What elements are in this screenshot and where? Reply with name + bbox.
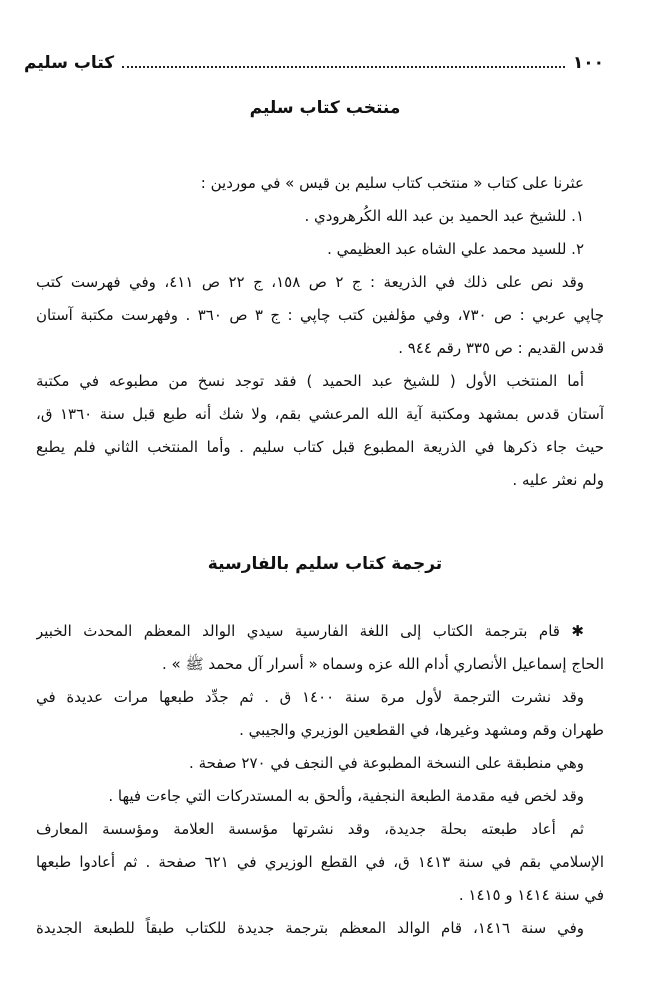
page-number: ١٠٠ xyxy=(572,53,604,73)
running-title: كتاب سليم xyxy=(24,53,115,73)
running-header xyxy=(24,52,604,74)
paragraph-line: في سنة ١٤١٤ و ١٤١٥ . xyxy=(458,886,604,904)
paragraph-line: عثرنا على كتاب « منتخب كتاب سليم بن قيس » في موردين : xyxy=(200,174,584,192)
list-item-first-source: ١. للشيخ عبد الحميد بن عبد الله الكُرهرودي . xyxy=(304,207,584,225)
paragraph-line: ✱ قام بترجمة الكتاب إلى اللغة الفارسية سيدي الوالد المعظم المحدث الخبير xyxy=(36,622,584,640)
paragraph-line: أما المنتخب الأول ( للشيخ عبد الحميد ) فقد توجد نسخ من مطبوعه في مكتبة xyxy=(36,372,584,390)
paragraph-line: ولم نعثر عليه . xyxy=(512,471,604,489)
paragraph-line: حيث جاء ذكرها في الذريعة المطبوع قبل كتاب سليم . وأما المنتخب الثاني فلم يطبع xyxy=(36,438,604,456)
header-leader-dots xyxy=(122,66,565,68)
paragraph-line: قدس القديم : ص ٣٣٥ رقم ٩٤٤ . xyxy=(398,339,604,357)
paragraph-line: الإسلامي بقم في سنة ١٤١٣ ق، في القطع الوزيري في ٦٢١ صفحة . ثم أعادوا طبعها xyxy=(36,853,604,871)
paragraph-line: آستان قدس بمشهد ومكتبة آية الله المرعشي بقم، ولا شك أنه طبع قبل سنة ١٣٦٠ ق، xyxy=(36,405,604,423)
paragraph-line: طهران وقم ومشهد وغيرها، في القطعين الوزيري والجيبي . xyxy=(239,721,604,739)
paragraph-line: ثم أعاد طبعته بحلة جديدة، وقد نشرتها مؤسسة العلامة ومؤسسة المعارف xyxy=(36,820,584,838)
paragraph-line: وفي سنة ١٤١٦، قام الوالد المعظم بترجمة جديدة للكتاب طبقاً للطبعة الجديدة xyxy=(36,919,584,937)
paragraph-line: وقد لخص فيه مقدمة الطبعة النجفية، وألحق به المستدركات التي جاءت فيها . xyxy=(108,787,584,805)
list-item-second-source: ٢. للسيد محمد علي الشاه عبد العظيمي . xyxy=(327,240,584,258)
paragraph-line: الحاج إسماعيل الأنصاري أدام الله عزه وسماه « أسرار آل محمد ﷺ » . xyxy=(162,655,604,673)
section-body-persian-translation xyxy=(36,615,604,945)
paragraph-line: وقد نص على ذلك في الذريعة : ج ٢ ص ١٥٨، ج ٢٢ ص ٤١١، وفي فهرست كتب xyxy=(36,273,585,291)
paragraph-line: وهي منطبقة على النسخة المطبوعة في النجف في ٢٧٠ صفحة . xyxy=(189,754,584,772)
section-heading-abridgement: منتخب كتاب سليم xyxy=(249,98,401,118)
section-heading-persian-translation: ترجمة كتاب سليم بالفارسية xyxy=(207,554,443,574)
paragraph-line: چاپي عربي : ص ٧٣٠، وفي مؤلفين كتب چاپي : ج ٣ ص ٣٦٠ . وفهرست مكتبة آستان xyxy=(36,306,604,324)
paragraph-line: وقد نشرت الترجمة لأول مرة سنة ١٤٠٠ ق . ثم جدِّد طبعها مرات عديدة في xyxy=(36,688,584,706)
section-body-abridgement xyxy=(36,167,604,497)
